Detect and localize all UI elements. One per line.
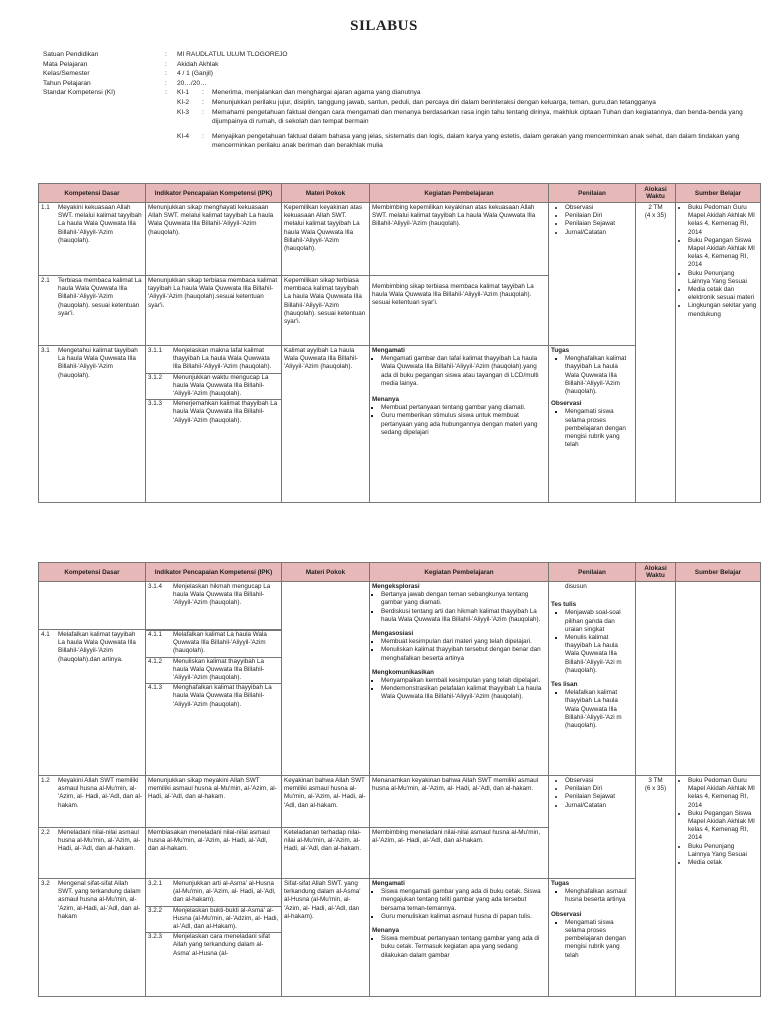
sumber-cell (676, 203, 761, 503)
list-item: ▪ Mendemonstrasikan pelafalan kalimat thayyibah La haula Wala Quwwata Illa Billahil-'Aliyyil-'Azim (hauqolah). (381, 685, 546, 701)
section-heading: Mengamati (372, 347, 405, 354)
section-heading: Tes lisan (551, 681, 578, 689)
table-row (39, 776, 761, 828)
ipk-item: 3.1.1 Menjelaskan makna lafal kalimat thayyibah La haula Wala Quwwata Illa Billahil-'Aliyyil-'Azim (hauqolah). (146, 347, 281, 374)
list-item: • Observasi (565, 777, 633, 785)
list-item: • Buku Pedoman Guru Mapel Akidah Akhlak MI kelas 4, Kemenag RI, 2014 (688, 204, 758, 237)
ipk-item: 3.1.2 Menunjukkan waktu mengucap La haula Wala Quwwata Illa Billahil-'Aliyyil-'Azim (hauqolah). (146, 374, 281, 401)
list-item: ▪ Siswa mengamati gambar yang ada di buku cetak. Siswa mengajukan tentang teliti gambar yang ada tersebut bersama teman-temannya. (381, 888, 546, 913)
list-item: ▪ Siswa membuat pertanyaan tentang gambar yang ada di buku cetak. Termasuk kegiatan apa yang sedang dilakukan dalam gambar (381, 935, 546, 960)
list-item: ▪ Guru memberikan stimulus siswa untuk membuat pertanyaan yang ada hubungannya dengan materi yang sedang dipelajari (381, 412, 546, 437)
section-heading: Mengamati (372, 880, 405, 887)
materi-cell: Keteladanan terhadap nilai-nilai al-Mu'min, al-'Azim, al- Hadi, al-'Adl, dan al-hakam. (282, 828, 370, 879)
syllabus-meta (43, 50, 758, 151)
sumber-cell (676, 776, 761, 997)
ki-item: KI-2 : Menunjukkan perilaku jujur, disiplin, tanggung jawab, santun, peduli, dan percaya diri dalam berinteraksi dengan keluarga, teman, guru,dan tetangganya (177, 98, 656, 106)
kd-cell: 3.2 Mengenal sifat-sifat Allah SWT. yang terkandung dalam asmaul husna al-Mu'min, al-'Azim, al-Hadi, al-'Adl, dan al-hakam (39, 879, 146, 997)
list-item: • Penilaian Sejawat (565, 793, 633, 801)
list-item: ▪ Membuat kesimpulan dari materi yang telah dipelajari. (381, 638, 546, 646)
alokasi-cell: 3 TM (6 x 35) (636, 776, 676, 997)
materi-cell: Kepemilikan keyakinan atas kekuasaan Allah SWT. melalui kalimat tayyibah La haula Wala Quwwata Illa Billahil-'Aliyyil-'Azim (hauqolah). (282, 203, 370, 276)
list-item: • Lingkungan sekitar yang mendukung (688, 302, 758, 318)
section-heading: Mengkomunikasikan (372, 668, 434, 676)
ipk-cell: Menunjukkan sikap meyakini Allah SWT memiliki asmaul husna al-Mu'min, al-'Azim, al- Hadi, al-'Adl, dan al-hakam. (146, 776, 282, 828)
list-item: • Buku Penunjang Lainnya Yang Sesuai (688, 270, 758, 286)
meta-value: 20…/20… (177, 79, 207, 87)
kegiatan-cell: Membimbing meneladani nilai-nilai asmaul husna al-Mu'min, al-'Azim, al- Hadi, al-'Adl, dan al-hakam. (370, 828, 549, 879)
section-heading: Tugas (551, 880, 570, 887)
list-item: • Penilaian Diri (565, 212, 633, 220)
ipk-item: 4.1.3 Menghafalkan kalimat thayyibah La haula Wala Quwwata Illa Billahil-'Aliyyil-'Azim (hauqolah). (148, 684, 272, 708)
syllabus-table-1 (38, 183, 761, 503)
syllabus-table-2 (38, 562, 761, 997)
section-heading: Tugas (551, 347, 570, 354)
section-heading: Observasi (551, 400, 582, 408)
ipk-item: 3.2.1 Menunjukkan arti al-Asma' al-Husna (al-Mu'min, al-'Azim, al- Hadi, al-'Adl, dan al-hakam). (146, 880, 281, 907)
list-item: ▪ Mengamati gambar dan lafal kalimat thayyibah La haula Wala Quwwata Illa Billahil-'Aliyyil-'Azim (hauqolah).yang ada di buku pegangan siswa atau tayangan di LCD/multi media lainya. (381, 355, 546, 388)
list-item: • Media cetak (688, 859, 758, 867)
ipk-item: 4.1.2 Menuliskan kalimat thayyibah La haula Wala Quwwata Illa Billahil-'Aliyyil-'Azim (hauqolah). (146, 658, 281, 685)
header-penilaian: Penilaian (549, 184, 636, 203)
ki-row: Standar Kompetensi (KI) : KI-1 : Menerima, menjalankan dan menghargai ajaran agama yang dianutnya KI-2 : Menunjukkan perilaku jujur, disiplin, tanggung jawab, santun, peduli, dan percaya diri dalam berinteraksi dengan keluarga, teman, guru,dan tetangganya KI-3 : Memahami pengetahuan faktual dengan cara mengamati dan menanya berdasarkan rasa ingin tahu tentang dirinya, makhluk ciptaan Tuhan dan kegiatannya, dan benda-benda yang dijumpainya di rumah, di sekolah dan tempat bermain KI-4 : Menyajikan pengetahuan faktual dalam bahasa yang jelas, sistematis dan logis, dalam karya yang estetis, dalam gerakan yang mencerminkan anak sehat, dan dalam tindakan yang mencerminkan perilaku anak beriman dan berakhlak mulia (43, 88, 758, 151)
section-heading: Mengeksplorasi (372, 583, 420, 590)
list-item: ▪ Menulis kalimat thayyibah La haula Wala Quwwata Illa Billahil-'Aliyyil-'Azi m (hauqolah). (565, 634, 633, 675)
kd-cell: 4.1 Melafalkan kalimat tayyibah La haula Wala Quwwata Illa Billahil-'Aliyyil-'Azim (hauqolah).dan artinya. (39, 630, 146, 776)
ki-item: KI-3 : Memahami pengetahuan faktual dengan cara mengamati dan menanya berdasarkan rasa ingin tahu tentang dirinya, makhluk ciptaan Tuhan dan kegiatannya, dan benda-benda yang dijumpainya di rumah, di sekolah dan tempat bermain (177, 108, 743, 126)
kd-cell: 1.1 Meyakini kekuasaan Allah SWT. melalui kalimat tayyibah La haula Wala Quwwata Illa Billahil-'Aliyyil-'Azim (hauqolah). (39, 203, 146, 276)
meta-value: Akidah Akhlak (177, 60, 219, 68)
header-alokasi: Alokasi Waktu (636, 184, 676, 203)
ki-list (177, 88, 758, 151)
ipk-item: 3.2.2 Menjelaskan bukti-bukti al-Asma' al-Husna (al-Mu'min, al-'Adzim, al- Hadi, al-'Adl, dan al-Hakam). (146, 907, 281, 934)
section-heading: Tes tulis (551, 601, 577, 609)
section-heading: Menanya (372, 927, 399, 935)
ipk-item: 4.1.1 Melafalkan kalimat La haula Wala Quwwata Illa Billahil-'Aliyyil-'Azim (hauqolah). (146, 630, 281, 658)
kd-cell: 2.1 Terbiasa membaca kalimat La haula Wala Quwwata Illa Billahil-'Aliyyil-'Azim (hauqolah). sesuai ketentuan syar'i. (39, 276, 146, 346)
ki-label: Standar Kompetensi (KI) (43, 89, 116, 97)
meta-value: MI RAUDLATUL ULUM TLOGOREJO (177, 51, 288, 58)
continued-text: disusun (565, 583, 587, 590)
ipk-cell: Menunjukkan sikap menghayati kekuasaan Allah SWT. melalui kalimat tayyibah La haula Wala Quwwata Illa Billahil-'Aliyyil-'Azim (hauqolah). (146, 203, 282, 276)
kegiatan-cell (370, 346, 549, 503)
meta-key: Mata Pelajaran (43, 60, 88, 68)
kegiatan-cell (370, 879, 549, 997)
list-item: ▪ Mengamati siswa selama proses pembelajaran dengan mengisi rubrik yang telah (565, 919, 633, 960)
list-item: • Jurnal/Catatan (565, 802, 633, 810)
kegiatan-cell: Membimbing kepemilikan keyakinan atas kekuasaan Allah SWT. melalui kalimat tayyibah La haula Wala Quwwata Illa Billahil-'Aliyyil-'Azim (hauqolah). (370, 203, 549, 276)
list-item: ▪ Mengamati siswa selama proses pembelajaran dengan mengisi rubrik yang telah (565, 408, 633, 449)
penilaian-cell (549, 203, 636, 346)
header-alokasi: Alokasi Waktu (636, 563, 676, 582)
materi-cell (282, 582, 370, 776)
kegiatan-cell: Menanamkan keyakinan bahwa Allah SWT memiliki asmaul husna al-Mu'min, al-'Azim, al- Hadi, al-'Adl, dan al-hakam. (370, 776, 549, 828)
kegiatan-cell (370, 582, 549, 776)
header-ipk: Indikator Pencapaian Kompetensi (IPK) (146, 184, 282, 203)
penilaian-cell (549, 346, 636, 503)
alokasi-cell (636, 582, 676, 776)
ipk-item: 3.1.3 Menerjemahkan kalimat thayyibah La haula Wala Quwwata Illa Billahil-'Aliyyil-'Azim (hauqolah). (148, 400, 278, 424)
meta-row: Kelas/Semester : 4 / 1 (Ganjil) (43, 69, 758, 79)
kegiatan-cell: Membimbing sikap terbiasa membaca kalimat tayyibah La haula Wala Quwwata Illa Billahil-'Aliyyil-'Azim (hauqolah). sesuai ketentuan syar'i. (370, 276, 549, 346)
header-penilaian: Penilaian (549, 563, 636, 582)
header-materi: Materi Pokok (282, 184, 370, 203)
list-item: ▪ Guru menuliskan kalimat asmaul husna di papan tulis. (381, 913, 546, 921)
penilaian-cell (549, 879, 636, 997)
materi-cell: Sifat-sifat Allah SWT. yang terkandung dalam al-Asma' al-Husna (al-Mu'min, al-'Azim, al- Hadi, al-'Adl, dan al-hakam). (282, 879, 370, 997)
section-heading: Mengasosiasi (372, 630, 414, 638)
section-heading: Observasi (551, 910, 582, 918)
meta-key: Satuan Pendidikan (43, 51, 99, 58)
list-item: • Buku Penunjang Lainnya Yang Sesuai (688, 843, 758, 859)
list-item: • Media cetak dan elektronik sesuai materi (688, 286, 758, 302)
alokasi-cell: 2 TM (4 x 35) (636, 203, 676, 503)
list-item: ▪ Menghafalkan kalimat thayyibah La haula Wala Quwwata Illa Billahil-'Aliyyil-'Azim (hauqolah). (565, 355, 633, 396)
ipk-item: 3.2.3 Menjelaskan cara meneladani sifat Allah yang terkandung dalam al-Asma' al-Husna (al- (148, 933, 270, 957)
materi-cell: Kepemilikan sikap terbiasa membaca kalimat tayyibah La haula Wala Quwwata Illa Billahil-'Aliyyil-'Azim (hauqolah). sesuai ketentuan syar'i. (282, 276, 370, 346)
list-item: ▪ Membuat pertanyaan tentang gambar yang diamati. (381, 404, 546, 412)
ki-item: KI-4 : Menyajikan pengetahuan faktual dalam bahasa yang jelas, sistematis dan logis, dalam karya yang estetis, dalam gerakan yang mencerminkan anak sehat, dan dalam tindakan yang mencerminkan perilaku anak beriman dan berakhlak mulia (177, 132, 740, 150)
ipk-cell (146, 630, 282, 776)
table-row (39, 582, 761, 630)
header-materi: Materi Pokok (282, 563, 370, 582)
table-header-row (39, 184, 761, 203)
document-title: SILABUS (350, 18, 418, 34)
list-item: ▪ Menghafalkan asmaul husna beserta artinya (565, 888, 633, 904)
meta-row: Satuan Pendidikan : MI RAUDLATUL ULUM TLOGOREJO (43, 50, 758, 60)
ipk-cell (146, 346, 282, 503)
table-row (39, 203, 761, 276)
kd-cell (39, 582, 146, 630)
header-sumber: Sumber Belajar (676, 563, 761, 582)
list-item: ▪ Berdiskusi tentang arti dan hikmah kalimat thayyibah La haula Wala Quwwata Illa Billahil-'Aliyyil-'Azim (hauqolah). (381, 608, 546, 624)
header-kegiatan: Kegiatan Pembelajaran (370, 184, 549, 203)
list-item: • Penilaian Diri (565, 785, 633, 793)
header-ipk: Indikator Pencapaian Kompetensi (IPK) (146, 563, 282, 582)
header-kegiatan: Kegiatan Pembelajaran (370, 563, 549, 582)
list-item: • Buku Pegangan Siswa Mapel Akidah Akhlak MI kelas 4, Kemenag RI, 2014 (688, 237, 758, 270)
ipk-cell (146, 879, 282, 997)
list-item: • Buku Pegangan Siswa Mapel Akidah Akhlak MI kelas 4, Kemenag RI, 2014 (688, 810, 758, 843)
penilaian-cell (549, 582, 636, 776)
ki-item: KI-1 : Menerima, menjalankan dan menghargai ajaran agama yang dianutnya (177, 89, 421, 97)
kd-cell: 2.2 Meneladani nilai-nilai asmaul husna al-Mu'min, al-'Azim, al- Hadi, al-'Adl, dan al-hakam. (39, 828, 146, 879)
header-sumber: Sumber Belajar (676, 184, 761, 203)
meta-key: Tahun Pelajaran (43, 79, 91, 87)
section-heading: Menanya (372, 396, 399, 404)
meta-row: Tahun Pelajaran : 20…/20… (43, 79, 758, 89)
meta-row: Mata Pelajaran : Akidah Akhlak (43, 60, 758, 70)
sumber-cell (676, 582, 761, 776)
list-item: ▪ Menjawab soal-soal pilihan ganda dan uraian singkat (565, 609, 633, 634)
list-item: • Jurnal/Catatan (565, 229, 633, 237)
penilaian-cell (549, 776, 636, 879)
list-item: ▪ Melafalkan kalimat thayyibah La haula Wala Quwwata Illa Billahil-'Aliyyil-'Azi m (hauqolah). (565, 689, 633, 730)
meta-key: Kelas/Semester (43, 70, 90, 78)
list-item: ▪ Menyampaikan kembali kesimpulan yang telah dipelajari. (381, 677, 546, 685)
list-item: ▪ Menuliskan kalimat thayyibah tersebut dengan benar dan menghafalkan beserta artinya (381, 646, 546, 662)
ipk-cell (146, 582, 282, 630)
ipk-cell: Membiasakan meneladani nilai-nilai asmaul husna al-Mu'min, al-'Azim, al- Hadi, al-'Adl, dan al-hakam. (146, 828, 282, 879)
list-item: • Penilaian Sejawat (565, 220, 633, 228)
list-item: ▪ Bertanya jawab dengan teman sebangkunya tentang gambar yang diamati. (381, 591, 546, 607)
ipk-cell: Menunjukkan sikap terbiasa membaca kalimat tayyibah La haula Wala Quwwata Illa Billahil-'Aliyyil-'Azim (hauqolah).sesuai ketentuan syar'i. (146, 276, 282, 346)
table-header-row (39, 563, 761, 582)
list-item: • Observasi (565, 204, 633, 212)
meta-value: 4 / 1 (Ganjil) (177, 70, 213, 78)
kd-cell: 1.2 Meyakini Allah SWT memiliki asmaul husna al-Mu'min, al-'Azim, al- Hadi, al-'Adl, dan al-hakam. (39, 776, 146, 828)
ipk-item: 3.1.4 Menjelaskan hikmah mengucap La haula Wala Quwwata Illa Billahil-'Aliyyil-'Azim (hauqolah). (148, 583, 271, 607)
materi-cell: Keyakinan bahwa Allah SWT memiliki asmaul husna al-Mu'min, al-'Azim, al- Hadi, al-'Adl, dan al-hakam. (282, 776, 370, 828)
header-kd: Kompetensi Dasar (39, 563, 146, 582)
materi-cell: Kalimat ayyibah La haula Wala Quwwata Illa Billahil-'Aliyyil-'Azim (hauqolah). (282, 346, 370, 503)
kd-cell: 3.1 Mengetahui kalimat tayyibah La haula Wala Quwwata Illa Billahil-'Aliyyil-'Azim (hauqolah). (39, 346, 146, 503)
header-kd: Kompetensi Dasar (39, 184, 146, 203)
list-item: • Buku Pedoman Guru Mapel Akidah Akhlak MI kelas 4, Kemenag RI, 2014 (688, 777, 758, 810)
